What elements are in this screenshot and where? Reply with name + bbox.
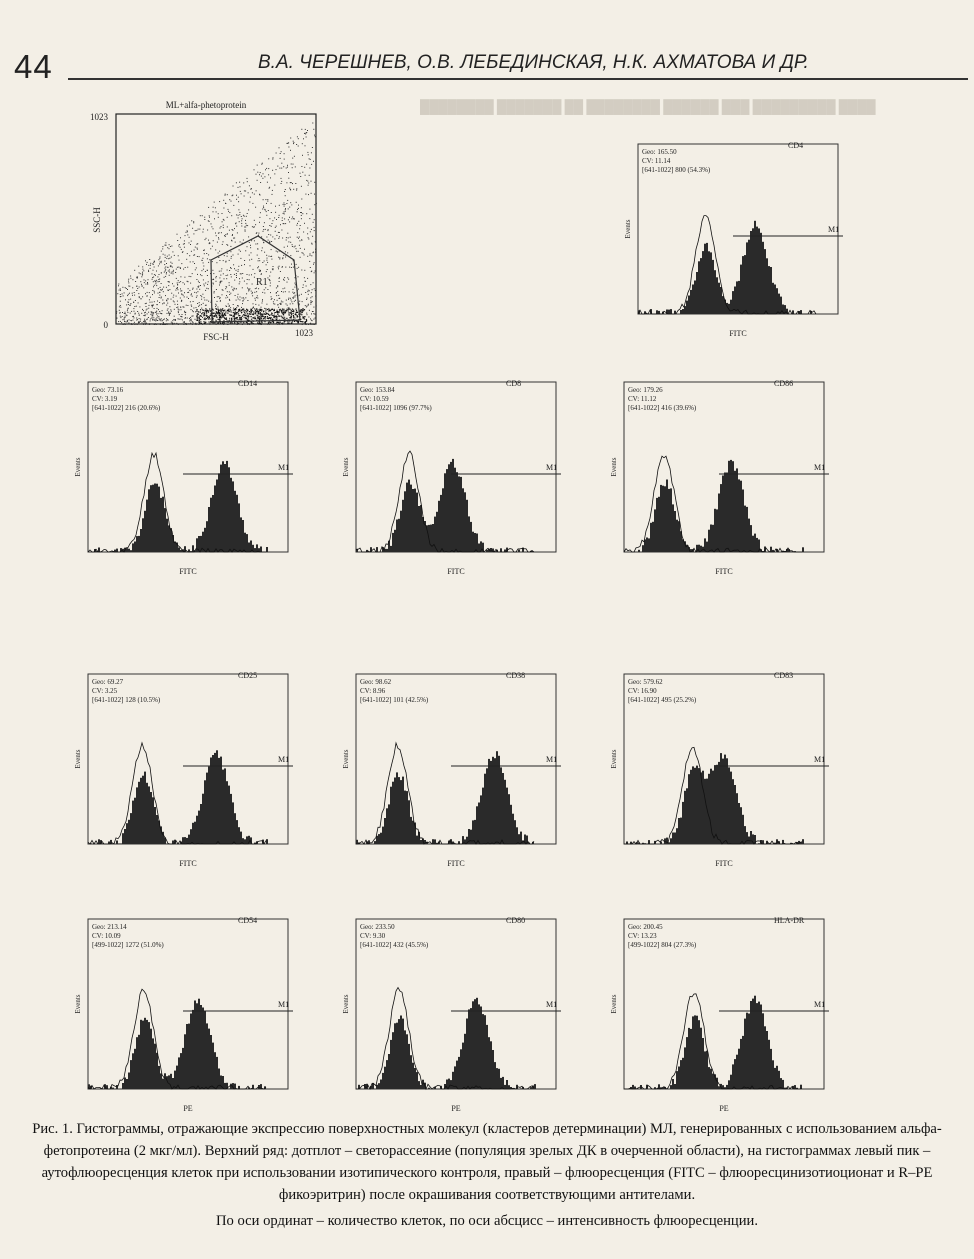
histogram-panel-cd8 xyxy=(336,368,586,588)
histogram-chart xyxy=(68,660,318,875)
histogram-xlabel: PE xyxy=(183,1104,193,1113)
histogram-stat: [641-1022] 432 (45.5%) xyxy=(360,941,429,949)
histogram-chart xyxy=(336,905,586,1120)
histogram-stat: Geo: 165.50 xyxy=(642,148,677,156)
histogram-marker-label: CD4 xyxy=(788,141,804,150)
histogram-ylabel: Events xyxy=(342,994,350,1014)
histogram-stat: Geo: 153.84 xyxy=(360,386,395,394)
histogram-marker-label: CD80 xyxy=(506,916,526,925)
histogram-bars xyxy=(94,461,268,552)
dotplot-title: ML+alfa-phetoprotein xyxy=(165,100,247,110)
dotplot-scatter xyxy=(116,123,317,326)
histogram-stat: [641-1022] 416 (39.6%) xyxy=(628,404,697,412)
histogram-panel-cd38 xyxy=(336,660,586,880)
histogram-panel-cd14 xyxy=(68,368,318,588)
histogram-chart xyxy=(336,660,586,875)
histogram-ylabel: Events xyxy=(610,457,618,477)
histogram-stat: CV: 10.59 xyxy=(360,395,389,403)
dotplot-frame xyxy=(116,114,316,324)
histogram-stat: CV: 3.25 xyxy=(92,687,118,695)
histogram-stat: [641-1022] 800 (54.3%) xyxy=(642,166,711,174)
histogram-chart xyxy=(68,368,318,583)
histogram-stat: Geo: 579.62 xyxy=(628,678,663,686)
histogram-stat: Geo: 98.62 xyxy=(360,678,392,686)
histogram-stat: Geo: 233.50 xyxy=(360,923,395,931)
histogram-stat: Geo: 69.27 xyxy=(92,678,124,686)
caption-axis-note: По оси ординат – количество клеток, по оси абсцисс – интенсивность флюоресценции. xyxy=(216,1213,758,1229)
dotplot-origin: 0 xyxy=(103,320,108,330)
histogram-panel-cd25 xyxy=(68,660,318,880)
histogram-panel-cd86 xyxy=(604,368,854,588)
histogram-xlabel: FITC xyxy=(715,859,733,868)
histogram-gate-label: M1 xyxy=(546,463,558,472)
histogram-bars xyxy=(626,753,804,844)
histogram-xlabel: PE xyxy=(719,1104,729,1113)
histogram-chart xyxy=(618,130,868,345)
bleed-through-text: ████████ ███████ ██ ████████ ██████ ███ █████████ ████ xyxy=(420,99,876,114)
histogram-stat: CV: 10.09 xyxy=(92,932,121,940)
histogram-marker-label: CD83 xyxy=(774,671,794,680)
caption-main: Рис. 1. Гистограммы, отражающие экспрессию поверхностных молекул (кластеров детерминации) МЛ, генерированных с использованием альфа-фетопротеина (2 мкг/мл). Верхний ряд: дотплот – светорассеяние (популяция зрелых ДК в очерченной области), на гистограммах левый пик – аутофлюоресценция клеток при использовании изотипического контроля, правый – флюоресценция (FITC – флюоресцинизотиоционат и R–PE фикоэритрин) после окрашивания соответствующими антителами. xyxy=(32,1121,942,1203)
histogram-stat: [499-1022] 1272 (51.0%) xyxy=(92,941,164,949)
histogram-bars xyxy=(630,996,802,1089)
dotplot-x-max: 1023 xyxy=(295,328,313,338)
histogram-gate-label: M1 xyxy=(814,1000,826,1009)
histogram-ylabel: Events xyxy=(74,994,82,1014)
histogram-ylabel: Events xyxy=(342,749,350,769)
histogram-chart xyxy=(604,368,854,583)
histogram-stat: Geo: 73.16 xyxy=(92,386,124,394)
histogram-chart xyxy=(604,905,854,1120)
histogram-gate-label: M1 xyxy=(278,463,290,472)
histogram-stat: CV: 16.90 xyxy=(628,687,657,695)
histogram-bars xyxy=(90,750,268,844)
histogram-stat: [499-1022] 804 (27.3%) xyxy=(628,941,697,949)
histogram-bars xyxy=(356,751,536,844)
histogram-stat: [641-1022] 101 (42.5%) xyxy=(360,696,429,704)
histogram-gate-label: M1 xyxy=(278,755,290,764)
histogram-panel-cd83 xyxy=(604,660,854,880)
histogram-panel-cd80 xyxy=(336,905,586,1125)
histogram-stat: [641-1022] 495 (25.2%) xyxy=(628,696,697,704)
histogram-ylabel: Events xyxy=(610,994,618,1014)
histogram-gate-label: M1 xyxy=(814,463,826,472)
histogram-marker-label: CD14 xyxy=(238,379,258,388)
histogram-marker-label: CD25 xyxy=(238,671,258,680)
histogram-xlabel: FITC xyxy=(179,567,197,576)
dotplot-region-label: R1 xyxy=(256,277,268,288)
header-rule xyxy=(68,78,968,80)
figure-caption xyxy=(8,1118,966,1232)
histogram-marker-label: CD54 xyxy=(238,916,258,925)
histogram-xlabel: FITC xyxy=(179,859,197,868)
histogram-stat: CV: 9.30 xyxy=(360,932,386,940)
histogram-marker-label: CD8 xyxy=(506,379,522,388)
histogram-gate-label: M1 xyxy=(814,755,826,764)
histogram-gate-label: M1 xyxy=(828,225,840,234)
histogram-stat: Geo: 200.45 xyxy=(628,923,663,931)
histogram-chart xyxy=(604,660,854,875)
histogram-ylabel: Events xyxy=(74,457,82,477)
histogram-gate-label: M1 xyxy=(546,755,558,764)
histogram-stat: [641-1022] 216 (20.6%) xyxy=(92,404,161,412)
histogram-xlabel: FITC xyxy=(447,567,465,576)
histogram-chart xyxy=(68,905,318,1120)
histogram-chart xyxy=(336,368,586,583)
histogram-stat: CV: 11.12 xyxy=(628,395,657,403)
histogram-bars xyxy=(356,459,532,552)
histogram-stat: CV: 13.23 xyxy=(628,932,657,940)
page-number: 44 xyxy=(14,48,53,85)
histogram-xlabel: FITC xyxy=(715,567,733,576)
histogram-marker-label: CD86 xyxy=(774,379,794,388)
histogram-ylabel: Events xyxy=(610,749,618,769)
dotplot-chart xyxy=(86,100,336,350)
histogram-gate-label: M1 xyxy=(546,1000,558,1009)
histogram-isotype-line xyxy=(638,216,816,314)
histogram-stat: Geo: 179.26 xyxy=(628,386,663,394)
dotplot-panel xyxy=(86,100,336,350)
histogram-bars xyxy=(88,999,266,1089)
histogram-panel-cd4 xyxy=(618,130,868,350)
histogram-marker-label: CD38 xyxy=(506,671,526,680)
histogram-stat: CV: 11.14 xyxy=(642,157,671,165)
histogram-stat: [641-1022] 128 (10.5%) xyxy=(92,696,161,704)
histogram-ylabel: Events xyxy=(624,219,632,239)
histogram-xlabel: FITC xyxy=(729,329,747,338)
dotplot-y-max: 1023 xyxy=(90,112,108,122)
histogram-ylabel: Events xyxy=(342,457,350,477)
running-head-authors: В.А. ЧЕРЕШНЕВ, О.В. ЛЕБЕДИНСКАЯ, Н.К. АХМАТОВА И ДР. xyxy=(258,52,809,73)
histogram-stat: [641-1022] 1096 (97.7%) xyxy=(360,404,432,412)
histogram-ylabel: Events xyxy=(74,749,82,769)
histogram-xlabel: PE xyxy=(451,1104,461,1113)
histogram-panel-cd54 xyxy=(68,905,318,1125)
histogram-marker-label: HLA-DR xyxy=(774,916,805,925)
histogram-stat: Geo: 213.14 xyxy=(92,923,127,931)
histogram-stat: CV: 8.96 xyxy=(360,687,386,695)
dotplot-xlabel: FSC-H xyxy=(203,332,229,342)
histogram-xlabel: FITC xyxy=(447,859,465,868)
dotplot-ylabel: SSC-H xyxy=(92,207,102,233)
histogram-panel-hla-dr xyxy=(604,905,854,1125)
histogram-stat: CV: 3.19 xyxy=(92,395,118,403)
histogram-gate-label: M1 xyxy=(278,1000,290,1009)
